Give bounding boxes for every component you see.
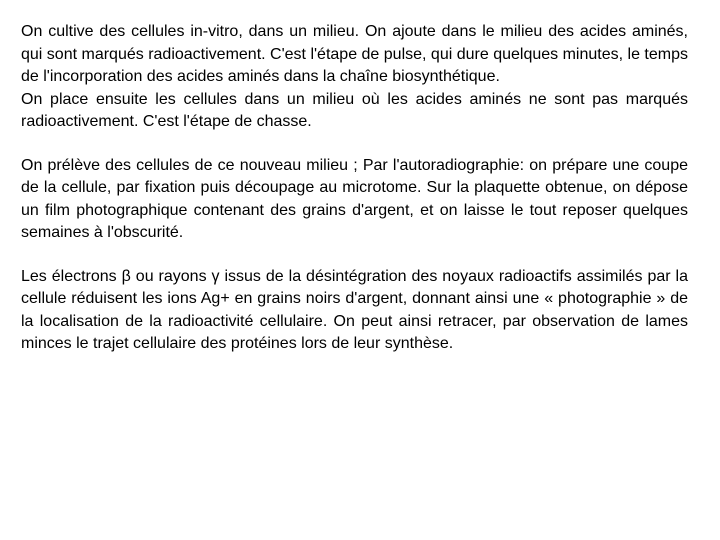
paragraph-chase: On place ensuite les cellules dans un milieu où les acides aminés ne sont pas marqués radioactivement. C'est l'étape de chasse. — [21, 90, 688, 130]
document-body — [21, 21, 688, 356]
paragraph-autoradiography: On prélève des cellules de ce nouveau milieu ; Par l'autoradiographie: on prépare une coupe de la cellule, par fixation puis découpage au microtome. Sur la plaquette obtenue, on dépose un film photographique contenant des grains d'argent, et on laisse le tout reposer quelques semaines à l'obscurité. — [21, 156, 688, 241]
paragraph-electrons: Les électrons β ou rayons γ issus de la désintégration des noyaux radioactifs assimilés par la cellule réduisent les ions Ag+ en grains noirs d'argent, donnant ainsi une « photographie » de la localisation de la radioactivité cellulaire. On peut ainsi retracer, par observation de lames minces le trajet cellulaire des protéines lors de leur synthèse. — [21, 267, 688, 352]
paragraph-pulse: On cultive des cellules in-vitro, dans un milieu. On ajoute dans le milieu des acides aminés, qui sont marqués radioactivement. C'est l'étape de pulse, qui dure quelques minutes, le temps de l'incorporation des acides aminés dans la chaîne biosynthétique. — [21, 23, 688, 85]
